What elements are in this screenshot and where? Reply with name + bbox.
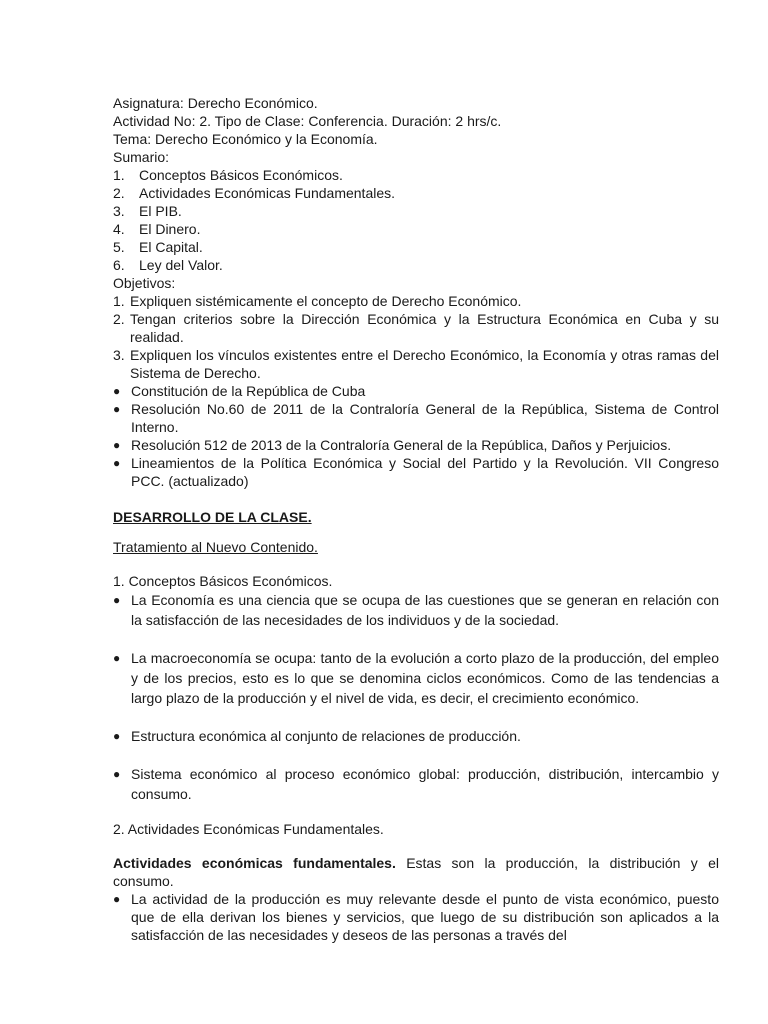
tratamiento-heading: Tratamiento al Nuevo Contenido. [113, 539, 318, 555]
objetivo-item: 1. Expliquen sistémicamente el concepto de Derecho Económico. [113, 293, 522, 309]
bullet-icon: ● [113, 456, 121, 470]
section1-bullet: ● Sistema económico al proceso económico global: producción, distribución, intercambio y consumo. [113, 766, 719, 802]
document-page [113, 94, 719, 944]
bullet-icon: ● [113, 729, 121, 743]
bibliografia-list [113, 382, 719, 490]
sumario-item: 2. Actividades Económicas Fundamentales. [113, 185, 396, 201]
bullet-icon: ● [113, 892, 121, 906]
asignatura-line: Asignatura: Derecho Económico. [113, 95, 318, 111]
actividad-line: Actividad No: 2. Tipo de Clase: Conferencia. Duración: 2 hrs/c. [113, 113, 502, 129]
sumario-item: 4. El Dinero. [113, 221, 201, 237]
desarrollo-heading: DESARROLLO DE LA CLASE. [113, 509, 312, 525]
objetivos-list [113, 292, 719, 382]
sumario-item: 6. Ley del Valor. [113, 257, 223, 273]
bullet-icon: ● [113, 651, 121, 665]
section2-paragraph-bold: Actividades económicas fundamentales. [113, 855, 396, 871]
bibliografia-item: ● Constitución de la República de Cuba [113, 383, 366, 399]
bullet-icon: ● [113, 767, 121, 781]
sumario-item: 3. El PIB. [113, 203, 182, 219]
section2-bullet: ● La actividad de la producción es muy relevante desde el punto de vista económico, puesto que de ella derivan los bienes y servicios, que luego de su distribución son aplicados a la satisfacción de las necesidades y deseos de las personas a través del [113, 891, 719, 943]
bibliografia-item: ● Lineamientos de la Política Económica y Social del Partido y la Revolución. VII Congreso PCC. (actualizado) [113, 455, 719, 489]
sumario-item: 5. El Capital. [113, 239, 203, 255]
tema-line: Tema: Derecho Económico y la Economía. [113, 131, 378, 147]
sumario-label: Sumario: [113, 149, 170, 165]
section2-title: 2. Actividades Económicas Fundamentales. [113, 821, 384, 837]
section1-bullet: ● La Economía es una ciencia que se ocupa de las cuestiones que se generan en relación con la satisfacción de las necesidades de los individuos y de la sociedad. [113, 592, 719, 628]
section1-title: 1. Conceptos Básicos Económicos. [113, 573, 333, 589]
objetivos-label: Objetivos: [113, 275, 176, 291]
bullet-icon: ● [113, 402, 121, 416]
section1-bullet: ● La macroeconomía se ocupa: tanto de la evolución a corto plazo de la producción, del empleo y de los precios, esto es lo que se denomina ciclos económicos. Como de las tendencias a largo plazo de la producción y el nivel de vida, es decir, el crecimiento económico. [113, 650, 719, 706]
section1-bullet: ● Estructura económica al conjunto de relaciones de producción. [113, 728, 521, 744]
bullet-icon: ● [113, 438, 121, 452]
objetivo-item: 3. Expliquen los vínculos existentes entre el Derecho Económico, la Economía y otras ramas del Sistema de Derecho. [113, 347, 719, 381]
section2-paragraph-rest: Estas son la producción, la distribución y el consumo. [113, 855, 719, 889]
bullet-icon: ● [113, 384, 121, 398]
bibliografia-item: ● Resolución 512 de 2013 de la Contraloría General de la República, Daños y Perjuicios. [113, 437, 672, 453]
objetivo-item: 2. Tengan criterios sobre la Dirección Económica y la Estructura Económica en Cuba y su realidad. [113, 311, 719, 345]
section2-paragraph [113, 854, 719, 890]
sumario-item: 1. Conceptos Básicos Económicos. [113, 167, 343, 183]
bibliografia-item: ● Resolución No.60 de 2011 de la Contraloría General de la República, Sistema de Control Interno. [113, 401, 719, 435]
sumario-list [113, 166, 719, 274]
bullet-icon: ● [113, 593, 121, 607]
